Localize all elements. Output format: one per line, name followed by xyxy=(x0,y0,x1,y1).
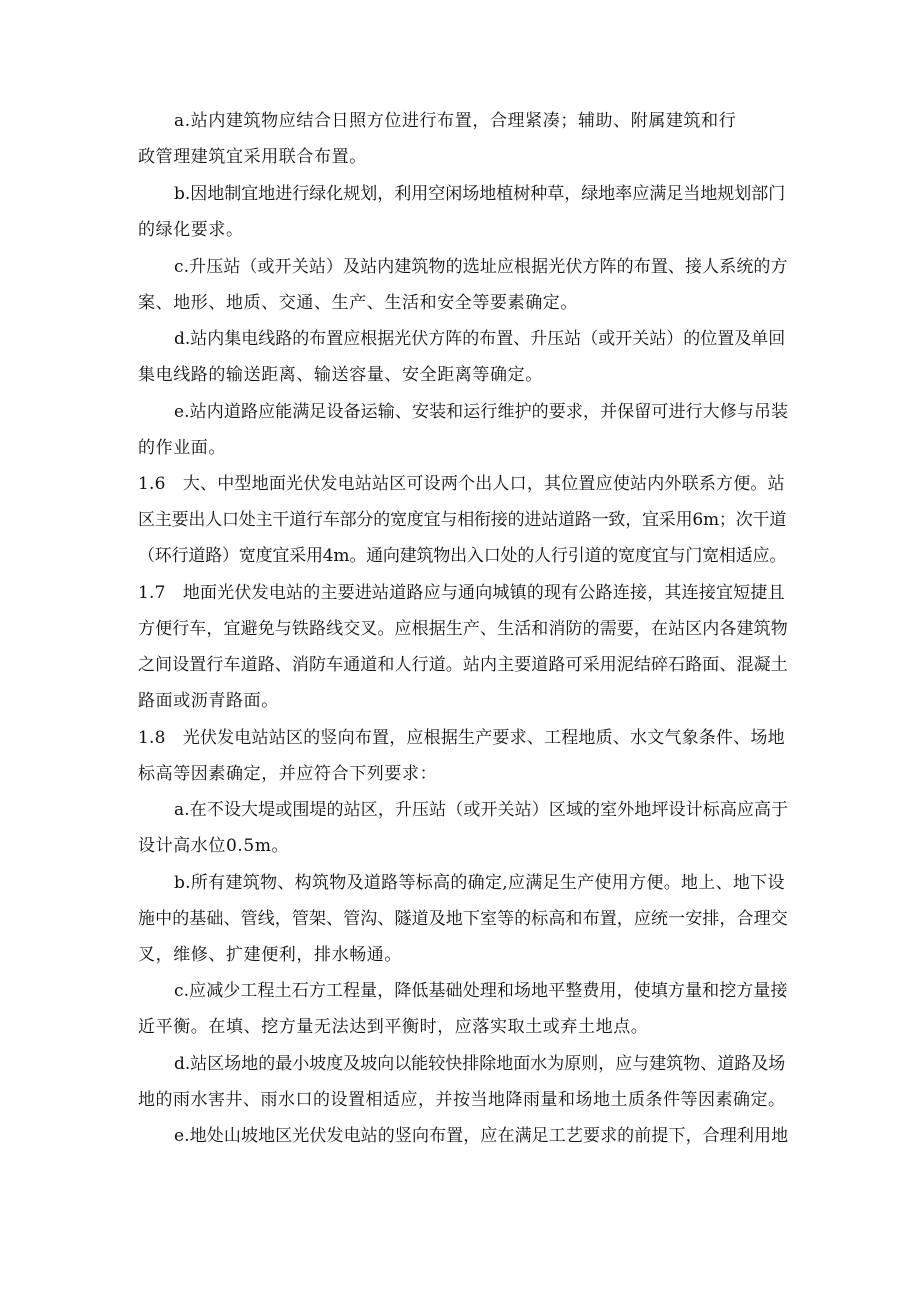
text-line: 的绿化要求。 xyxy=(138,220,244,240)
text-line: a.在不设大堤或围堤的站区，升压站（或开关站）区域的室外地坪设计标高应高于 xyxy=(174,800,789,820)
text-line: d.站区场地的最小坡度及坡向以能较快排除地面水为原则，应与建筑物、道路及场 xyxy=(174,1054,786,1074)
text-line: 路面或沥青路面。 xyxy=(138,691,279,711)
text-line: （环行道路）宽度宜采用4m。通向建筑物出入口处的人行引道的宽度宜与门宽相适应。 xyxy=(138,546,787,566)
text-line: b.所有建筑物、构筑物及道路等标高的确定,应满足生产使用方便。地上、地下设 xyxy=(174,873,785,893)
text-line: 近平衡。在填、挖方量无法达到平衡时，应落实取土或弃土地点。 xyxy=(138,1017,649,1037)
text-line: 方便行车，宜避免与铁路线交叉。应根据生产、生活和消防的需要，在站区内各建筑物 xyxy=(138,619,788,639)
text-line: 1.8 光伏发电站站区的竖向布置，应根据生产要求、工程地质、水文气象条件、场地 xyxy=(138,728,785,748)
text-line: 案、地形、地质、交通、生产、生活和安全等要素确定。 xyxy=(138,293,578,313)
text-line: 设计高水位0.5m。 xyxy=(138,836,290,856)
text-line: 1.7 地面光伏发电站的主要进站道路应与通向城镇的现有公路连接，其连接宜短捷且 xyxy=(138,583,785,603)
text-line: b.因地制宜地进行绿化规划，利用空闲场地植树种草，绿地率应满足当地规划部门 xyxy=(174,184,786,204)
text-line: 标高等因素确定，并应符合下列要求： xyxy=(138,764,438,784)
text-line: 叉，维修、扩建便利，排水畅通。 xyxy=(138,945,402,965)
text-line: e.地处山坡地区光伏发电站的竖向布置，应在满足工艺要求的前提下，合理利用地 xyxy=(174,1126,789,1146)
text-line: 1.6 大、中型地面光伏发电站站区可设两个出人口，其位置应使站内外联系方便。站 xyxy=(138,474,785,494)
text-line: d.站内集电线路的布置应根据光伏方阵的布置、升压站（或开关站）的位置及单回 xyxy=(174,329,786,349)
text-line: c.升压站（或开关站）及站内建筑物的选址应根据光伏方阵的布置、接人系统的方 xyxy=(174,257,788,277)
text-line: 区主要出人口处主干道行车部分的宽度宜与相衔接的进站道路一致，宜采用6m；次干道 xyxy=(138,510,787,530)
text-line: 施中的基础、管线，管架、管沟、隧道及地下室等的标高和布置，应统一安排，合理交 xyxy=(138,909,788,929)
text-line: 的作业面。 xyxy=(138,438,226,458)
text-line: 之间设置行车道路、消防车通道和人行道。站内主要道路可采用泥结碎石路面、混凝土 xyxy=(138,655,788,675)
text-line: 地的雨水害井、雨水口的设置相适应，并按当地降雨量和场地土质条件等因素确定。 xyxy=(138,1090,786,1110)
text-line: e.站内道路应能满足设备运输、安装和运行维护的要求，并保留可进行大修与吊装 xyxy=(174,402,789,422)
text-line: 政管理建筑宜采用联合布置。 xyxy=(138,147,367,167)
text-line: c.应减少工程土石方工程量，降低基础处理和场地平整费用，使填方量和挖方量接 xyxy=(174,981,788,1001)
text-line: a.站内建筑物应结合日照方位进行布置，合理紧凑；辅助、附属建筑和行 xyxy=(174,111,737,131)
text-line: 集电线路的输送距离、输送容量、安全距离等确定。 xyxy=(138,365,543,385)
